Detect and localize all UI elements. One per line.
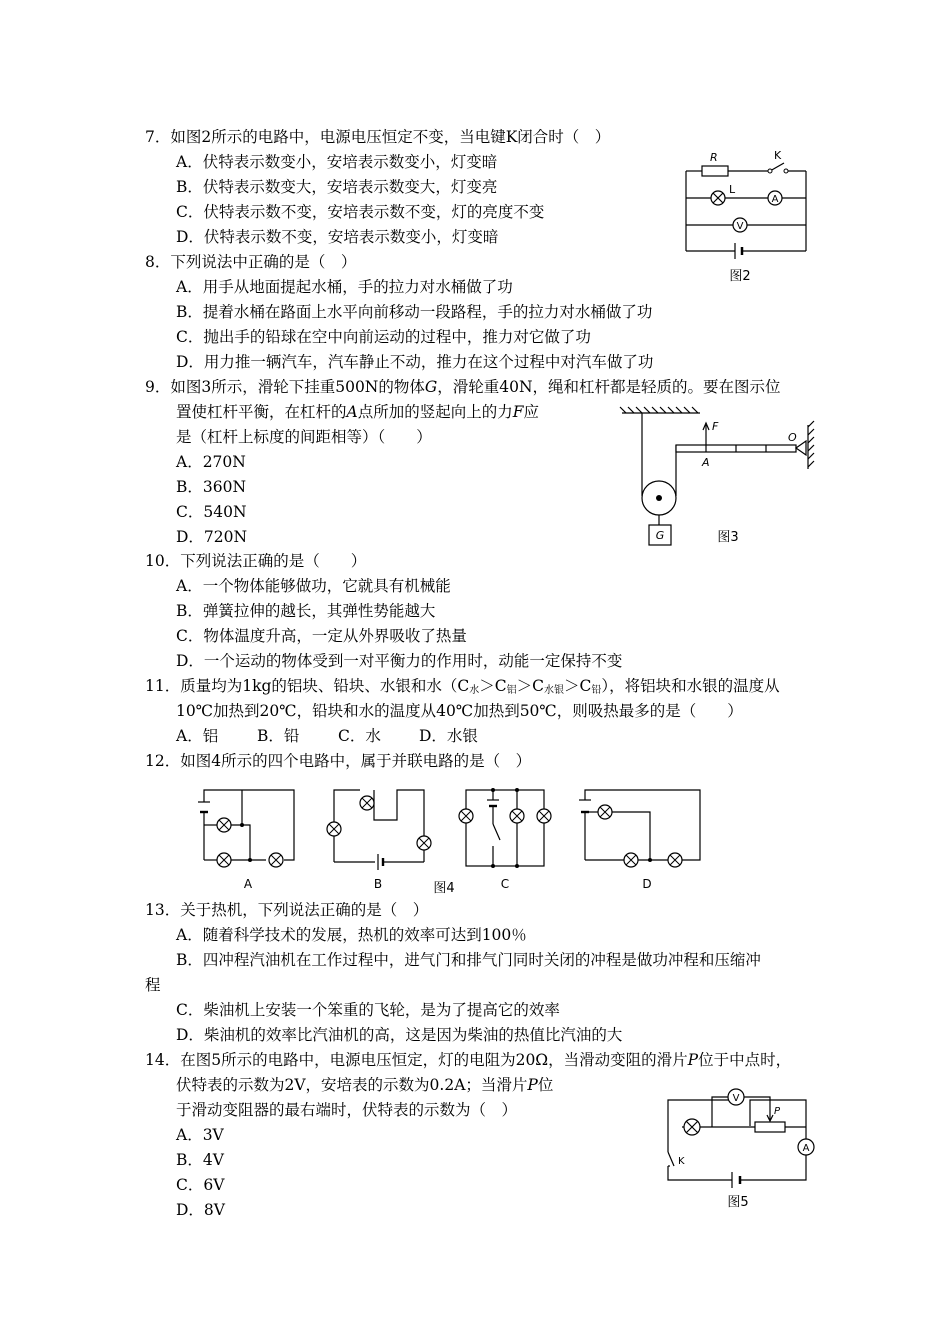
q12-stem: 12．如图4所示的四个电路中，属于并联电路的是（ ）: [145, 752, 532, 770]
fig2-label-r: R: [710, 151, 718, 164]
q14-stem-p: P: [687, 1051, 699, 1069]
q9-line2-part1: 置使杠杆平衡，在杠杆的: [176, 403, 347, 421]
fig3-label-o: O: [788, 431, 797, 444]
fig5-label-a: A: [802, 1143, 810, 1154]
q14-line2-part2: 位: [537, 1076, 554, 1094]
fig5-label-v: V: [732, 1093, 740, 1104]
fig5-label-k: K: [678, 1156, 685, 1167]
q9-line2-a: A: [346, 403, 358, 421]
fig4-caption: 图4: [433, 881, 455, 896]
q13-option-b: B．四冲程汽油机在工作过程中，进气门和排气门同时关闭的冲程是做功冲程和压缩冲: [176, 951, 761, 969]
q8-option-d: D．用力推一辆汽车，汽车静止不动，推力在这个过程中对汽车做了功: [176, 353, 654, 371]
q14-option-b: B．4V: [176, 1151, 224, 1169]
q9-stem-part2: ，滑轮重40N，绳和杠杆都是轻质的。要在图示位: [437, 378, 781, 396]
fig4-label-d: D: [642, 877, 652, 891]
q9-option-c: C．540N: [176, 503, 247, 521]
q11-sub-hg: 水银: [544, 685, 565, 696]
q8-stem: 8．下列说法中正确的是（ ）: [145, 253, 357, 271]
q7-option-d: D．伏特表示数不变，安培表示数变小，灯变暗: [176, 228, 499, 246]
fig2-label-v: V: [736, 221, 744, 232]
fig2-label-k: K: [774, 149, 782, 162]
figure-3-pulley-lever: [620, 403, 820, 553]
q7-option-b: B．伏特表示数变大，安培表示数变大，灯变亮: [176, 178, 498, 196]
fig3-label-g: G: [655, 529, 665, 542]
q9-stem: [145, 377, 781, 397]
q14-line2-p: P: [527, 1076, 538, 1094]
q11-option-c: C．水: [338, 727, 381, 745]
q13-option-c: C．柴油机上安装一个笨重的飞轮，是为了提高它的效率: [176, 1001, 560, 1019]
fig2-label-l: L: [729, 183, 736, 196]
q10-option-c: C．物体温度升高，一定从外界吸收了热量: [176, 627, 467, 645]
q9-line2-f: F: [512, 403, 524, 421]
q8-option-c: C．抛出手的铅球在空中向前运动的过程中，推力对它做了功: [176, 328, 591, 346]
q9-line2-part2: 点所加的竖起向上的力: [357, 403, 513, 421]
q13-option-d: D．柴油机的效率比汽油机的高，这是因为柴油的热值比汽油的大: [176, 1026, 623, 1044]
q14-option-a: A．3V: [176, 1126, 224, 1144]
fig4-label-b: B: [373, 877, 383, 891]
fig2-label-a: A: [771, 194, 779, 205]
q11-option-d: D．水银: [419, 727, 478, 745]
q14-option-c: C．6V: [176, 1176, 225, 1194]
q9-stem-line2: [176, 402, 539, 422]
figure-5-circuit: [660, 1082, 825, 1212]
q13-option-b-cont: 程: [145, 976, 161, 994]
q7-stem: 7．如图2所示的电路中，电源电压恒定不变，当电键K闭合时（ ）: [145, 128, 611, 146]
q9-stem-g: G: [424, 378, 438, 396]
q10-option-a: A．一个物体能够做功，它就具有机械能: [176, 577, 451, 595]
fig5-caption: 图5: [727, 1195, 749, 1210]
q14-stem: [145, 1050, 791, 1070]
q14-line2-part1: 伏特表的示数为2V，安培表的示数为0.2A；当滑片: [176, 1076, 528, 1094]
q11-gt3: ＞C: [564, 677, 592, 695]
q11-sub-pb: 铅: [591, 685, 602, 696]
q9-option-a: A．270N: [176, 453, 246, 471]
q9-stem-part1: 9．如图3所示，滑轮下挂重500N的物体: [145, 378, 425, 396]
q11-gt1: ＞C: [479, 677, 507, 695]
fig3-label-f: F: [712, 420, 719, 433]
fig5-label-p: P: [774, 1106, 781, 1117]
q9-line2-part3: 应: [523, 403, 540, 421]
q13-option-a: A．随着科学技术的发展，热机的效率可达到100％: [176, 926, 527, 944]
q10-option-b: B．弹簧拉伸的越长，其弹性势能越大: [176, 602, 436, 620]
q11-option-a: A．铝: [176, 727, 219, 745]
q10-stem: 10．下列说法正确的是（ ）: [145, 552, 367, 570]
fig3-caption: 图3: [717, 530, 739, 545]
q9-option-b: B．360N: [176, 478, 247, 496]
figure-4-circuits: [190, 782, 720, 897]
q14-option-d: D．8V: [176, 1201, 225, 1219]
q11-option-b: B．铅: [257, 727, 300, 745]
figure-2-circuit: [680, 146, 820, 286]
q10-option-d: D．一个运动的物体受到一对平衡力的作用时，动能一定保持不变: [176, 652, 623, 670]
q14-stem-part2: 位于中点时，: [698, 1051, 792, 1069]
q9-option-d: D．720N: [176, 528, 248, 546]
q14-stem-line2: [176, 1075, 553, 1095]
q11-stem-part2: ），将铝块和水银的温度从: [601, 677, 780, 695]
q8-option-a: A．用手从地面提起水桶，手的拉力对水桶做了功: [176, 278, 513, 296]
q7-option-c: C．伏特表示数不变，安培表示数不变，灯的亮度不变: [176, 203, 545, 221]
fig2-caption: 图2: [729, 269, 751, 284]
q11-sub-al: 铝: [506, 685, 517, 696]
q11-stem-line2: 10℃加热到20℃，铅块和水的温度从40℃加热到50℃，则吸热最多的是（ ）: [176, 702, 743, 720]
q7-option-a: A．伏特表示数变小，安培表示数变小，灯变暗: [176, 153, 498, 171]
q8-option-b: B．提着水桶在路面上水平向前移动一段路程，手的拉力对水桶做了功: [176, 303, 653, 321]
fig4-label-a: A: [243, 877, 253, 891]
q11-stem: [145, 676, 780, 701]
q14-stem-line3: 于滑动变阻器的最右端时，伏特表的示数为（ ）: [176, 1101, 518, 1119]
q11-sub-water: 水: [469, 685, 480, 696]
fig4-label-c: C: [500, 877, 510, 891]
q14-stem-part1: 14．在图5所示的电路中，电源电压恒定，灯的电阻为20Ω，当滑动变阻的滑片: [145, 1051, 688, 1069]
q9-stem-line3: 是（杠杆上标度的间距相等）（ ）: [176, 428, 432, 446]
fig3-label-a: A: [702, 456, 710, 469]
q13-stem: 13．关于热机，下列说法正确的是（ ）: [145, 901, 429, 919]
q11-gt2: ＞C: [516, 677, 545, 695]
q11-stem-part1: 11．质量均为1kg的铝块、铅块、水银和水（C: [145, 677, 470, 695]
